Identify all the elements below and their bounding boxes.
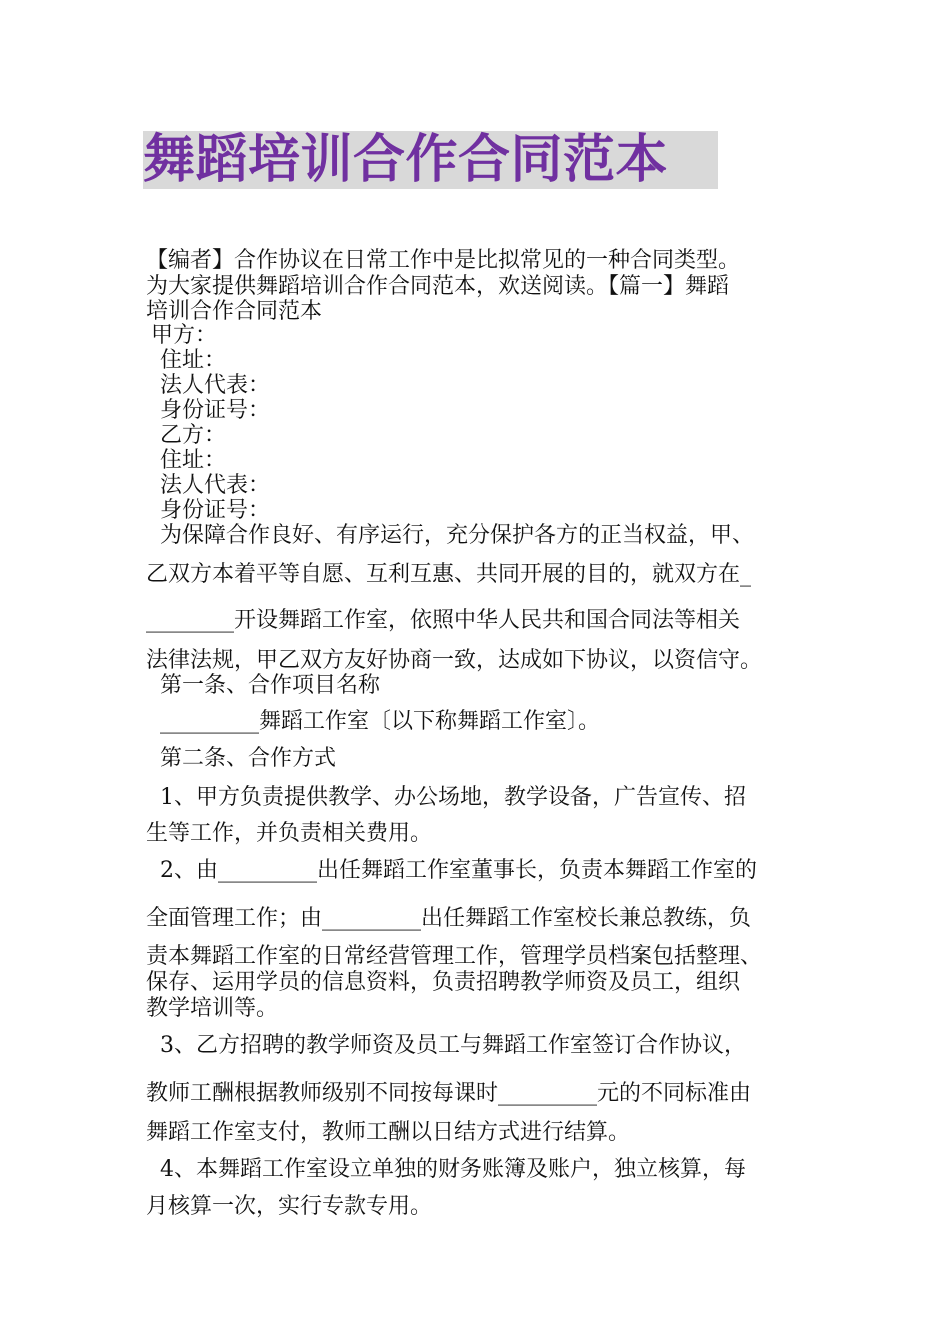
field-label-address: 住址： [160,348,227,373]
paragraph-line: 培训合作合同范本 [146,299,323,324]
article-heading: 第一条、合作项目名称 [160,673,381,698]
paragraph-line: 乙双方本着平等自愿、互利互惠、共同开展的目的，就双方在_ [146,562,752,587]
paragraph-line: 教学培训等。 [146,996,279,1021]
field-label-id-number: 身份证号： [160,498,271,523]
paragraph-line: ________开设舞蹈工作室，依照中华人民共和国合同法等相关 [146,608,741,633]
paragraph-line: 【编者】合作协议在日常工作中是比拟常见的一种合同类型。 [146,248,741,273]
paragraph-line: 2、由_________出任舞蹈工作室董事长，负责本舞蹈工作室的 [160,858,757,883]
paragraph-line: 为大家提供舞蹈培训合作合同范本，欢送阅读。【篇一】舞蹈 [146,274,730,299]
party-a-label: 甲方： [151,323,218,348]
paragraph-line: 保存、运用学员的信息资料，负责招聘教学师资及员工，组织 [146,970,741,995]
field-label-address: 住址： [160,448,227,473]
paragraph-line: 3、乙方招聘的教学师资及员工与舞蹈工作室签订合作协议， [160,1033,746,1058]
paragraph-line: 舞蹈工作室支付，教师工酬以日结方式进行结算。 [146,1120,631,1145]
field-label-representative: 法人代表： [160,473,271,498]
paragraph-line: 4、本舞蹈工作室设立单独的财务账簿及账户，独立核算，每 [160,1157,746,1182]
article-heading: 第二条、合作方式 [160,746,337,771]
paragraph-line: 全面管理工作；由_________出任舞蹈工作室校长兼总教练，负 [146,906,752,931]
field-label-id-number: 身份证号： [160,398,271,423]
paragraph-line: 月核算一次，实行专款专用。 [146,1194,433,1219]
paragraph-line: 1、甲方负责提供教学、办公场地，教学设备，广告宣传、招 [160,785,746,810]
paragraph-line: 教师工酬根据教师级别不同按每课时_________元的不同标准由 [146,1081,752,1106]
paragraph-line: _________舞蹈工作室〔以下称舞蹈工作室〕。 [160,709,601,734]
paragraph-line: 为保障合作良好、有序运行，充分保护各方的正当权益，甲、 [160,523,755,548]
document-title: 舞蹈培训合作合同范本 [143,131,718,189]
paragraph-line: 生等工作，并负责相关费用。 [146,821,433,846]
paragraph-line: 责本舞蹈工作室的日常经营管理工作，管理学员档案包括整理、 [146,944,763,969]
field-label-representative: 法人代表： [160,373,271,398]
paragraph-line: 法律法规，甲乙双方友好协商一致，达成如下协议，以资信守。 [146,648,763,673]
party-b-label: 乙方： [160,423,227,448]
